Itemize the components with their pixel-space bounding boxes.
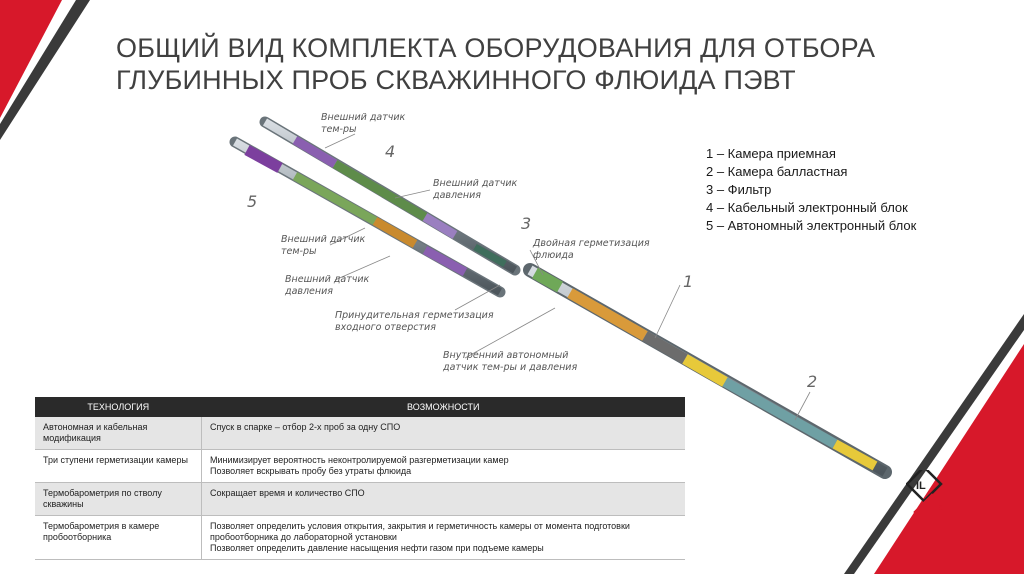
callout-number: 5 (247, 192, 258, 211)
callout-forced-seal: Принудительная герметизация входного отверстия (335, 310, 494, 333)
capability-cell (202, 516, 686, 560)
logo-text-bottom: is (936, 502, 944, 512)
capabilities-table (35, 397, 685, 560)
legend-item: 1 – Камера приемная (706, 146, 836, 161)
callout-ext-temp-left: Внешний датчик тем-ры (281, 234, 366, 257)
capability-line: Позволяет определить давление насыщения нефти газом при подъеме камеры (210, 543, 544, 553)
callout-number: 1 (683, 272, 694, 291)
table-row (35, 417, 685, 450)
callout-internal-sensor: Внутренний автономный датчик тем-ры и давления (443, 350, 578, 373)
technology-cell: Термобарометрия в камере пробоотборника (35, 516, 202, 560)
capability-line: Позволяет определить условия открытия, закрытия и герметичность камеры от момента подготовки пробоотборника до лабораторной установки (210, 521, 630, 542)
table-row (35, 483, 685, 516)
legend-item: 5 – Автономный электронный блок (706, 218, 917, 233)
slide-title (116, 32, 936, 96)
company-logo (906, 470, 956, 532)
table-row (35, 516, 685, 560)
capability-line: Спуск в спарке – отбор 2-х проб за одну СПО (210, 422, 401, 432)
table-header-row (35, 397, 685, 417)
column-header-technology: ТЕХНОЛОГИЯ (35, 397, 202, 417)
legend-item: 2 – Камера балластная (706, 164, 848, 179)
capability-line: Позволяет вскрывать пробу без утраты флюида (210, 466, 412, 476)
corner-stripes-top-left (0, 0, 90, 140)
callout-double-seal: Двойная герметизация флюида (533, 238, 650, 261)
title-line-2: ГЛУБИННЫХ ПРОБ СКВАЖИННОГО ФЛЮИДА ПЭВТ (116, 65, 796, 95)
capability-line: Минимизирует вероятность неконтролируемой разгерметизации камер (210, 455, 509, 465)
callout-number: 3 (521, 214, 532, 233)
column-header-capabilities: ВОЗМОЖНОСТИ (202, 397, 686, 417)
table-row (35, 450, 685, 483)
capability-cell (202, 483, 686, 516)
logo-text-top: IL (916, 480, 926, 492)
title-line-1: ОБЩИЙ ВИД КОМПЛЕКТА ОБОРУДОВАНИЯ ДЛЯ ОТБОРА (116, 33, 876, 63)
callout-ext-temp-top: Внешний датчик тем-ры (321, 112, 406, 135)
technology-cell: Автономная и кабельная модификация (35, 417, 202, 450)
legend-item: 4 – Кабельный электронный блок (706, 200, 908, 215)
callout-ext-pressure-left: Внешний датчик давления (285, 274, 370, 297)
technology-cell: Термобарометрия по стволу скважины (35, 483, 202, 516)
autonomous-electronic-block-tool (235, 142, 500, 292)
capability-cell (202, 417, 686, 450)
capability-cell (202, 450, 686, 483)
callout-number: 4 (385, 142, 396, 161)
callout-ext-pressure-top: Внешний датчик давления (433, 178, 518, 201)
callout-number: 2 (807, 372, 818, 391)
leader-lines (325, 134, 810, 420)
legend-item: 3 – Фильтр (706, 182, 772, 197)
capability-line: Сокращает время и количество СПО (210, 488, 365, 498)
technology-cell: Три ступени герметизации камеры (35, 450, 202, 483)
